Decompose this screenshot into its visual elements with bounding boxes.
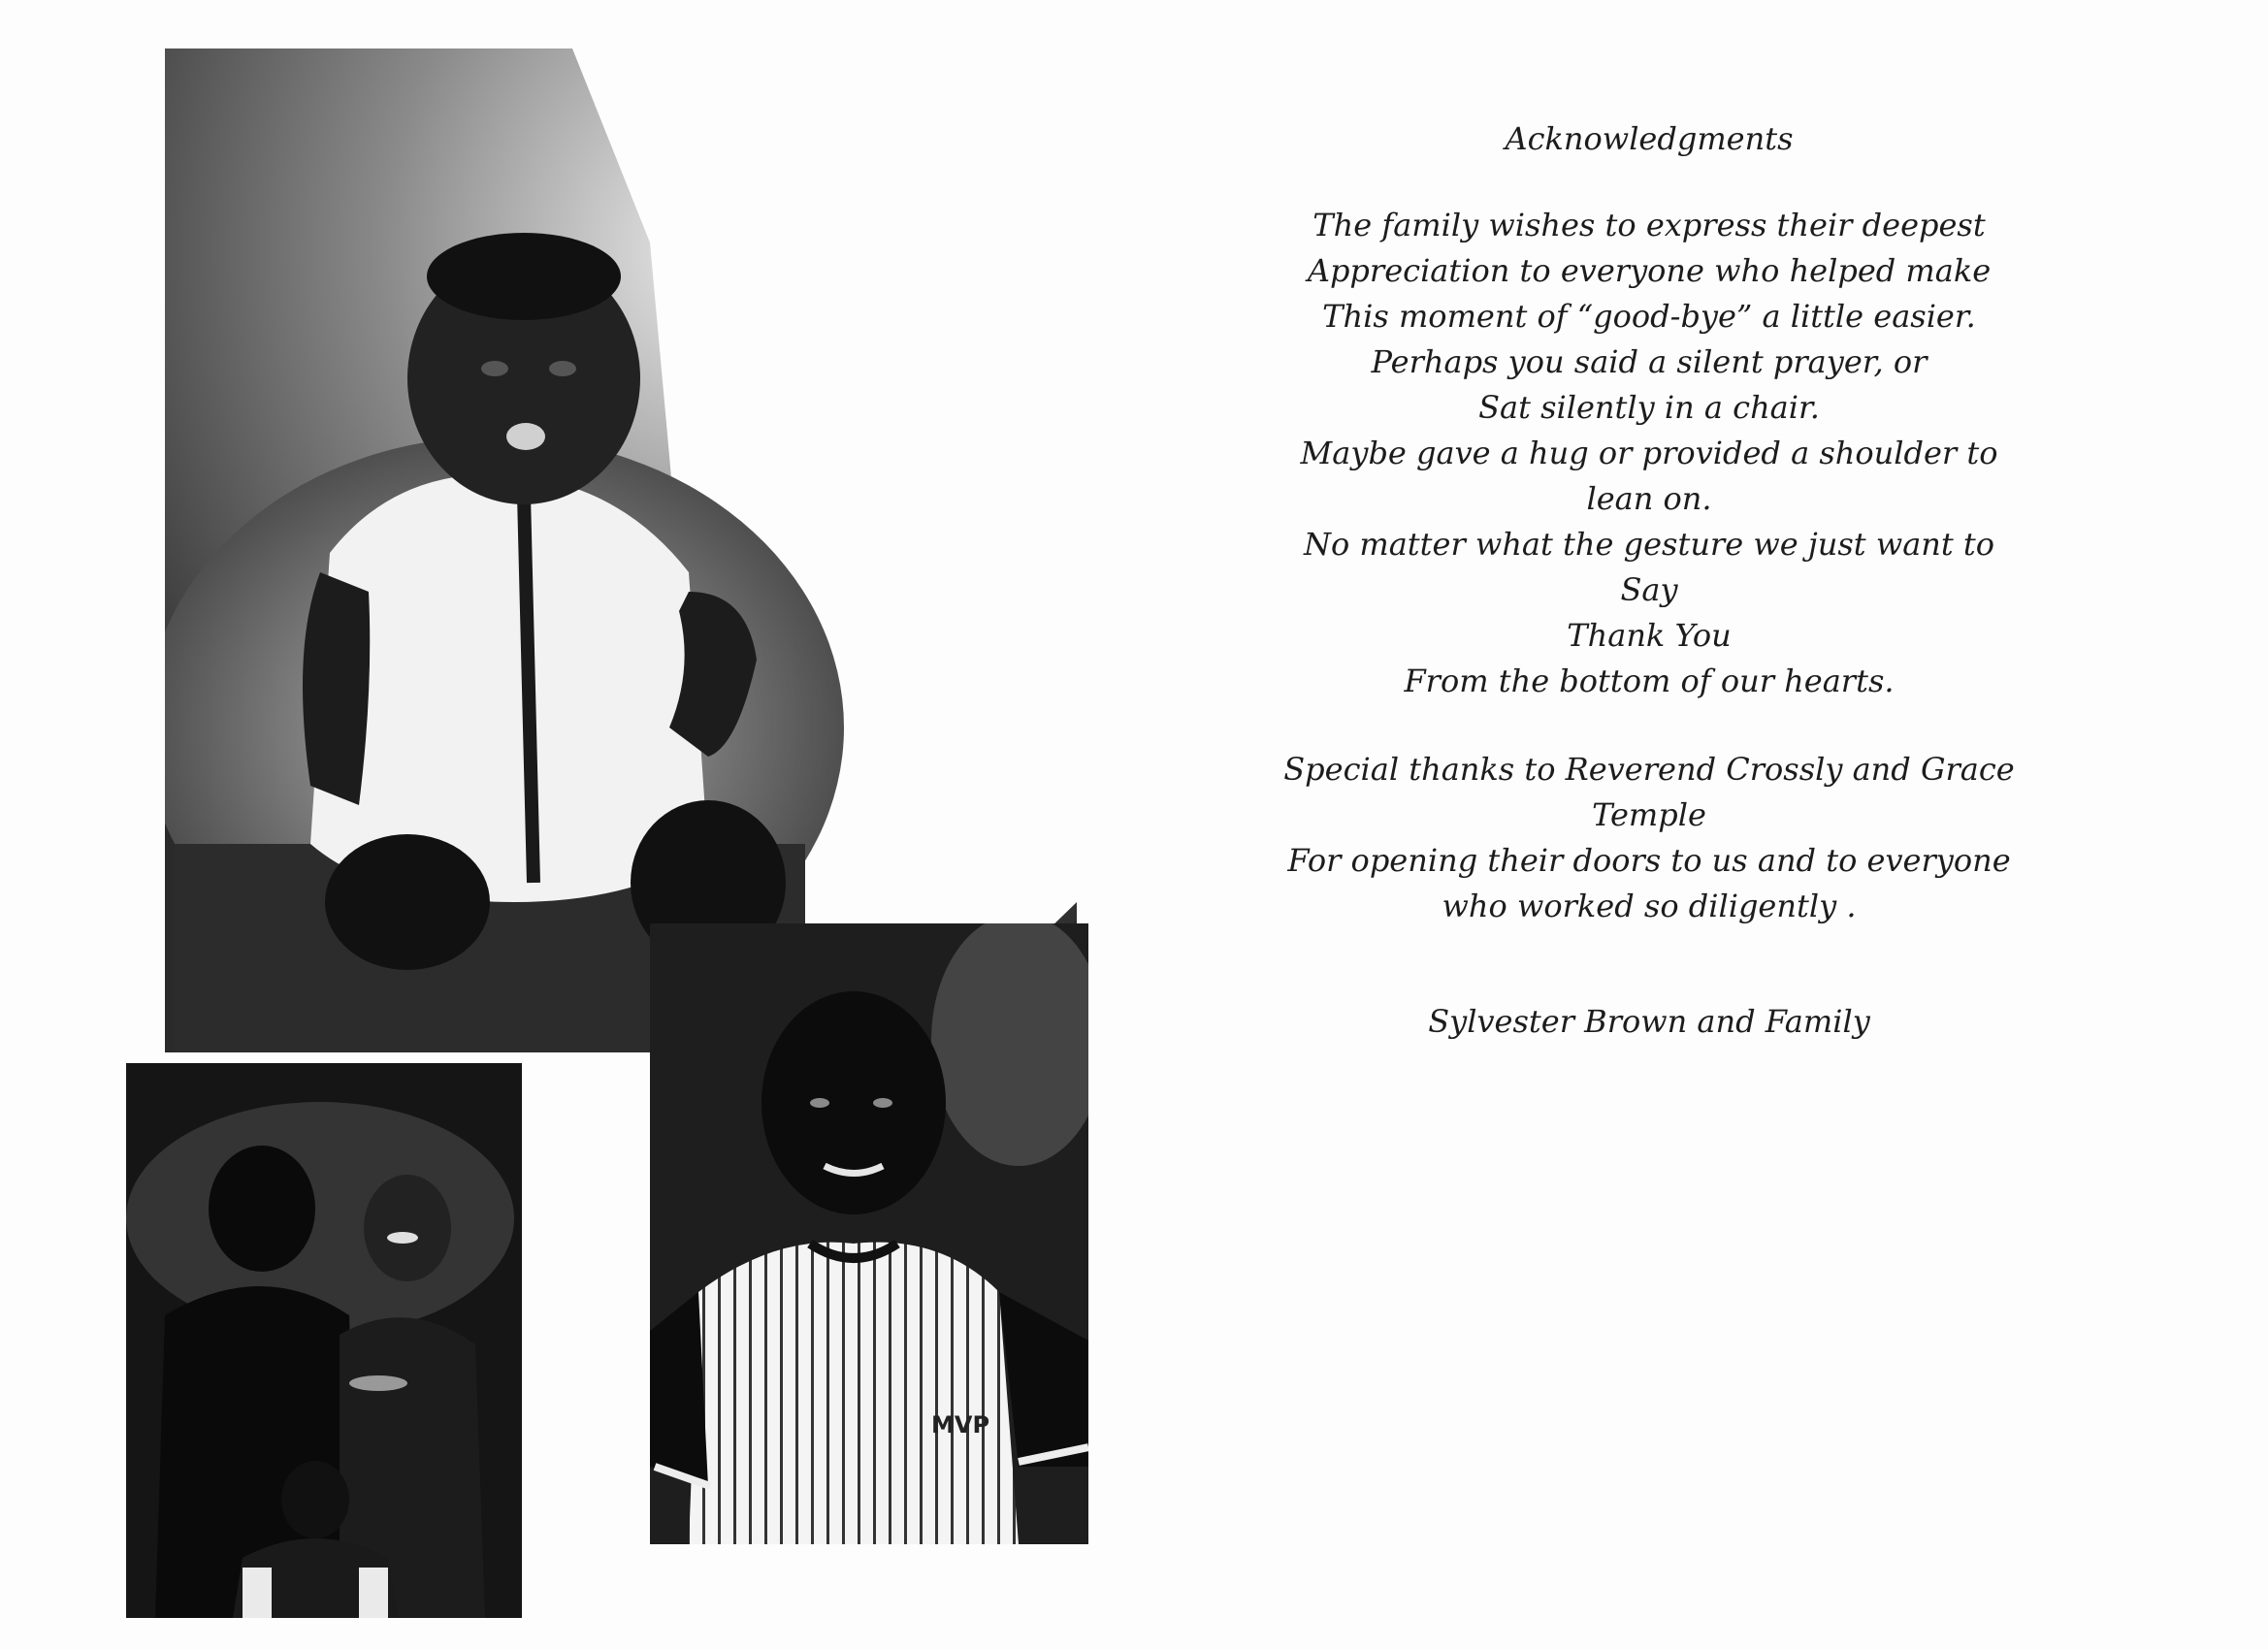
boy-photo-image (650, 923, 1088, 1544)
poem-line: No matter what the gesture we just want to (1303, 526, 1995, 563)
poem-line: Perhaps you said a silent prayer, or (1371, 343, 1928, 380)
poem-line: From the bottom of our hearts. (1404, 663, 1895, 699)
baby-photo (165, 48, 1077, 1052)
acknowledgments-text (1203, 116, 2095, 1045)
poem-line: lean on. (1586, 480, 1712, 517)
poem-line: This moment of “good-bye” a little easier. (1322, 298, 1976, 335)
poem-line: The family wishes to express their deepest (1312, 207, 1986, 243)
poem-line: Thank You (1567, 617, 1732, 654)
signature: Sylvester Brown and Family (1428, 1003, 1870, 1040)
special-thanks-line: For opening their doors to us and to everyone (1287, 842, 2011, 879)
special-thanks-line: Temple (1592, 796, 1706, 833)
poem-line: Maybe gave a hug or provided a shoulder to (1300, 435, 1998, 471)
acknowledgments-title: Acknowledgments (1505, 120, 1794, 157)
special-thanks-line: who worked so diligently . (1442, 888, 1857, 924)
boy-photo (650, 923, 1088, 1544)
special-thanks-line: Special thanks to Reverend Crossly and Grace (1283, 751, 2015, 788)
poem-paragraph (1203, 203, 2095, 704)
boy-shirt-logo: MVP (931, 1411, 990, 1439)
special-thanks-paragraph (1203, 747, 2095, 929)
baby-photo-image (165, 48, 1077, 1052)
family-photo-image (126, 1063, 522, 1618)
poem-line: Say (1620, 571, 1678, 608)
poem-line: Sat silently in a chair. (1478, 389, 1820, 426)
poem-line: Appreciation to everyone who helped make (1307, 252, 1992, 289)
family-photo (126, 1063, 522, 1618)
